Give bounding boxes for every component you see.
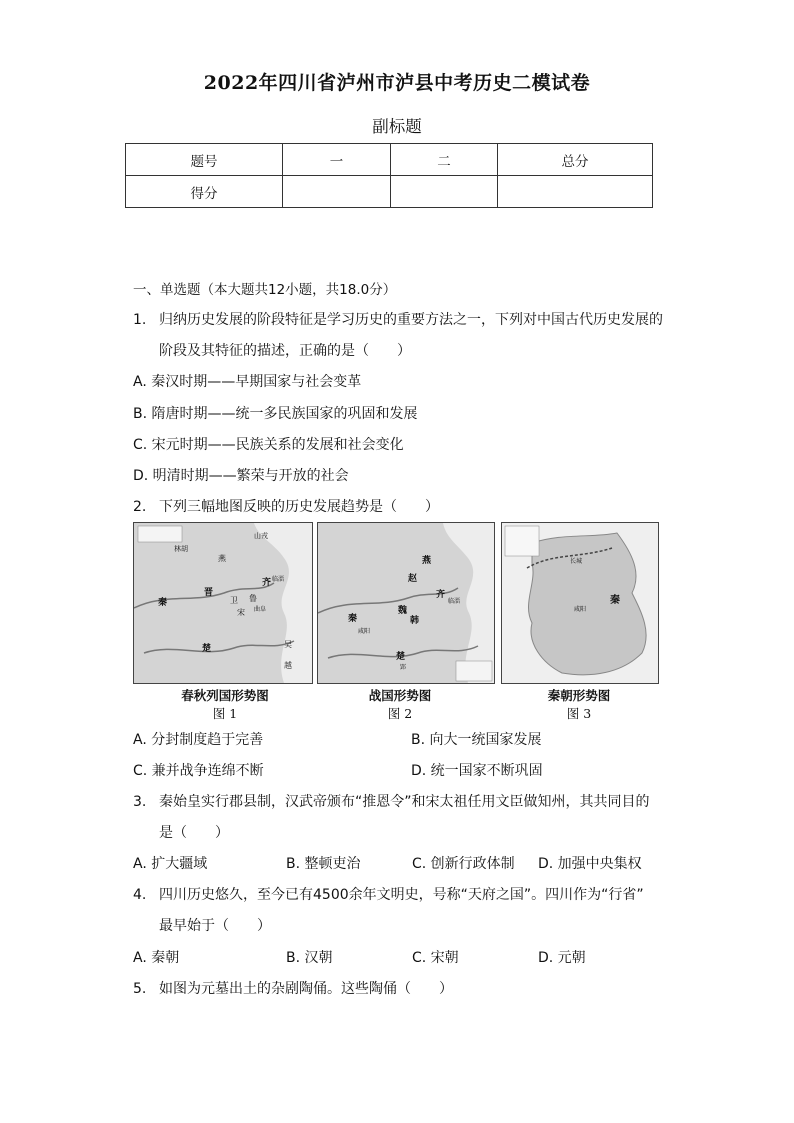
option-b[interactable]: B. 整顿吏治 bbox=[286, 856, 361, 872]
map-place: 晋 bbox=[204, 588, 214, 598]
map-place: 长城 bbox=[570, 558, 583, 565]
map-place: 鲁 bbox=[249, 594, 257, 603]
question-3-stem-cont: 是（ ） bbox=[159, 825, 229, 841]
map-place: 宋 bbox=[237, 608, 245, 617]
option-d[interactable]: D. 明清时期——繁荣与开放的社会 bbox=[133, 468, 349, 484]
map-1-label: 图 1 bbox=[212, 706, 238, 721]
question-1-stem bbox=[133, 309, 663, 329]
score-table-header-cell: 一 bbox=[283, 144, 391, 176]
page-subtitle: 副标题 bbox=[372, 117, 422, 136]
score-table-header-cell: 总分 bbox=[498, 144, 653, 176]
map-3-label: 图 3 bbox=[566, 706, 592, 721]
question-3-stem bbox=[133, 791, 650, 811]
question-text: 秦始皇实行郡县制，汉武帝颁布“推恩令”和宋太祖任用文臣做知州，其共同目的 bbox=[159, 794, 650, 810]
map-place: 燕 bbox=[422, 556, 432, 566]
map-2-caption bbox=[325, 686, 475, 722]
page-title: 2022年四川省泸州市泸县中考历史二模试卷 bbox=[203, 72, 591, 94]
map-2-label: 图 2 bbox=[387, 706, 413, 721]
map-place: 咸阳 bbox=[358, 628, 371, 635]
map-place: 楚 bbox=[396, 652, 406, 662]
question-1-stem-cont: 阶段及其特征的描述，正确的是（ ） bbox=[159, 343, 411, 359]
question-text: 归纳历史发展的阶段特征是学习历史的重要方法之一，下列对中国古代历史发展的 bbox=[159, 312, 663, 328]
option-d[interactable]: D. 统一国家不断巩固 bbox=[411, 763, 543, 779]
option-d[interactable]: D. 元朝 bbox=[538, 950, 586, 966]
map-place: 越 bbox=[284, 661, 292, 670]
map-place: 临淄 bbox=[272, 576, 285, 583]
question-text: 下列三幅地图反映的历史发展趋势是（ ） bbox=[159, 499, 439, 515]
map-spring-autumn bbox=[133, 522, 313, 684]
score-table-header-row bbox=[126, 144, 653, 176]
map-place: 齐 bbox=[262, 578, 272, 588]
map-place: 卫 bbox=[230, 596, 238, 605]
map-1-caption bbox=[150, 686, 300, 722]
option-d[interactable]: D. 加强中央集权 bbox=[538, 856, 642, 872]
score-table-header-cell: 题号 bbox=[126, 144, 283, 176]
map-place: 魏 bbox=[398, 606, 408, 616]
map-place: 郢 bbox=[400, 664, 407, 671]
question-number: 1. bbox=[133, 312, 147, 328]
map-place: 秦 bbox=[610, 595, 620, 606]
map-warring-states-image bbox=[318, 523, 494, 683]
score-input-cell[interactable] bbox=[498, 176, 653, 208]
option-c[interactable]: C. 宋朝 bbox=[412, 950, 459, 966]
question-5-stem bbox=[133, 978, 453, 998]
map-place: 秦 bbox=[158, 598, 168, 608]
map-3-name: 秦朝形势图 bbox=[547, 688, 611, 703]
option-a[interactable]: A. 秦汉时期——早期国家与社会变革 bbox=[133, 374, 362, 390]
map-place: 齐 bbox=[436, 590, 446, 600]
question-2-stem bbox=[133, 496, 439, 516]
question-4-stem bbox=[133, 884, 644, 904]
map-spring-autumn-image bbox=[134, 523, 312, 683]
score-table-score-row bbox=[126, 176, 653, 208]
map-place: 韩 bbox=[410, 616, 420, 626]
score-row-label: 得分 bbox=[126, 176, 283, 208]
question-text: 四川历史悠久，至今已有4500余年文明史，号称“天府之国”。四川作为“行省” bbox=[159, 887, 644, 903]
score-input-cell[interactable] bbox=[391, 176, 498, 208]
question-number: 5. bbox=[133, 981, 147, 997]
option-b[interactable]: B. 汉朝 bbox=[286, 950, 333, 966]
score-table-header-cell: 二 bbox=[391, 144, 498, 176]
map-place: 咸阳 bbox=[574, 606, 587, 613]
option-a[interactable]: A. 秦朝 bbox=[133, 950, 180, 966]
option-b[interactable]: B. 向大一统国家发展 bbox=[411, 732, 542, 748]
map-1-name: 春秋列国形势图 bbox=[181, 688, 269, 703]
map-place: 赵 bbox=[408, 574, 418, 584]
option-c[interactable]: C. 宋元时期——民族关系的发展和社会变化 bbox=[133, 437, 404, 453]
map-3-caption bbox=[505, 686, 653, 722]
question-number: 3. bbox=[133, 794, 147, 810]
score-table bbox=[125, 143, 653, 208]
map-place: 临淄 bbox=[448, 598, 461, 605]
map-warring-states bbox=[317, 522, 495, 684]
option-c[interactable]: C. 兼并战争连绵不断 bbox=[133, 763, 264, 779]
question-text: 如图为元墓出土的杂剧陶俑。这些陶俑（ ） bbox=[159, 981, 453, 997]
option-a[interactable]: A. 扩大疆域 bbox=[133, 856, 208, 872]
map-place: 林胡 bbox=[174, 545, 188, 553]
map-place: 吴 bbox=[284, 640, 292, 649]
option-a[interactable]: A. 分封制度趋于完善 bbox=[133, 732, 264, 748]
question-number: 2. bbox=[133, 499, 147, 515]
map-place: 曲阜 bbox=[254, 606, 267, 613]
map-place: 楚 bbox=[202, 644, 212, 654]
score-input-cell[interactable] bbox=[283, 176, 391, 208]
map-qin-dynasty bbox=[501, 522, 659, 684]
section-title: 一、单选题（本大题共12小题，共18.0分） bbox=[133, 282, 397, 298]
option-b[interactable]: B. 隋唐时期——统一多民族国家的巩固和发展 bbox=[133, 406, 418, 422]
map-place: 山戎 bbox=[254, 532, 268, 540]
map-place: 秦 bbox=[348, 614, 358, 624]
question-number: 4. bbox=[133, 887, 147, 903]
map-place: 燕 bbox=[218, 554, 226, 563]
option-c[interactable]: C. 创新行政体制 bbox=[412, 856, 515, 872]
map-2-name: 战国形势图 bbox=[368, 688, 432, 703]
map-qin-dynasty-image bbox=[502, 523, 658, 683]
question-4-stem-cont: 最早始于（ ） bbox=[159, 918, 271, 934]
